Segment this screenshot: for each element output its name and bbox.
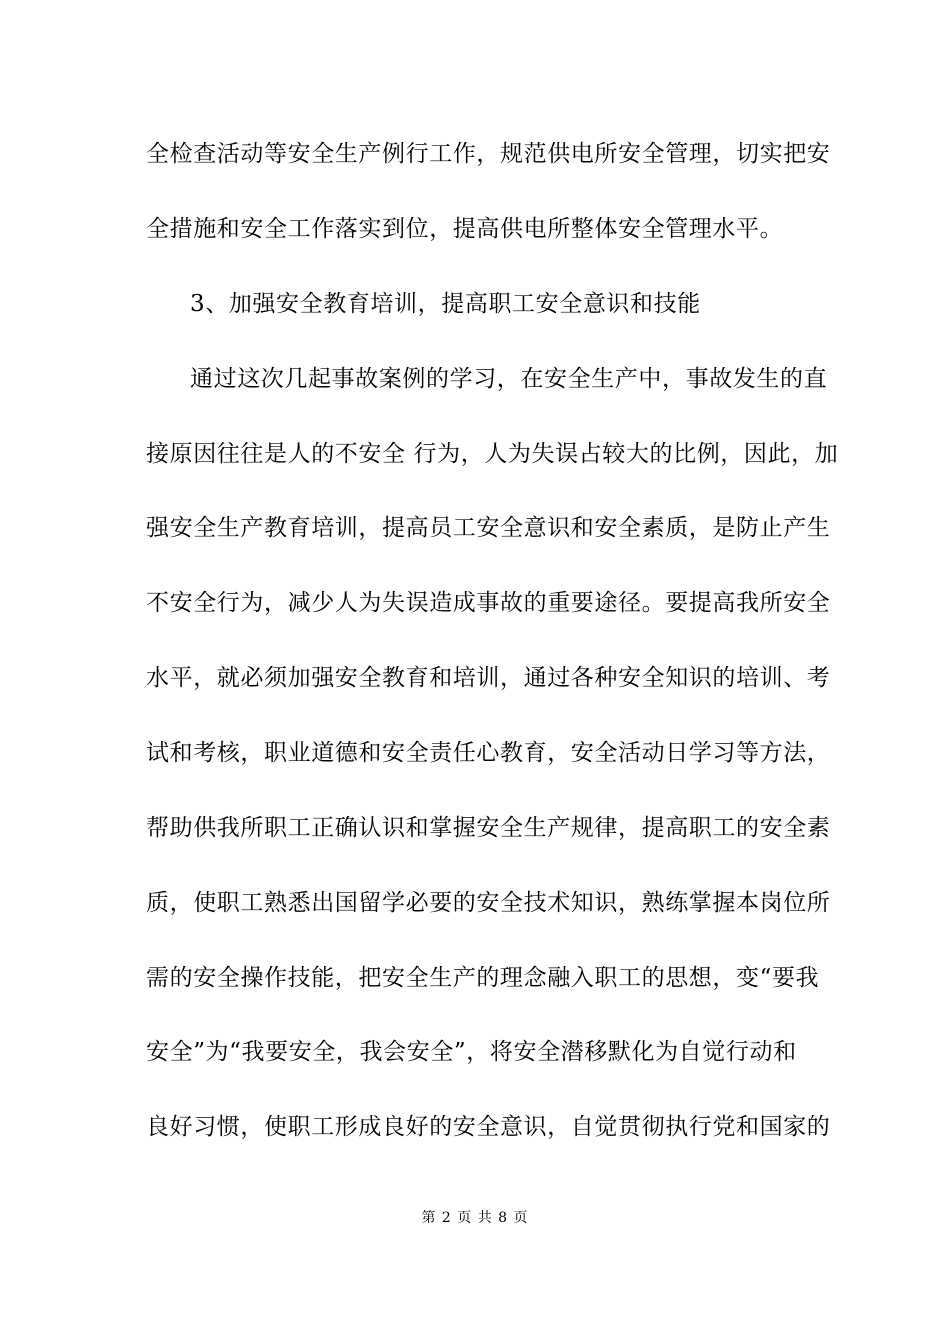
body-text-line: 不安全行为，减少人为失误造成事故的重要途径。要提高我所安全 (146, 590, 831, 616)
body-text-line: 质，使职工熟悉出国留学必要的安全技术知识，熟练掌握本岗位所 (146, 890, 831, 916)
body-text-line: 良好习惯，使职工形成良好的安全意识，自觉贯彻执行党和国家的 (146, 1114, 831, 1140)
body-text-line: 安全”为“我要安全，我会安全”，将安全潜移默化为自觉行动和 (146, 1039, 797, 1065)
body-text-line: 帮助供我所职工正确认识和掌握安全生产规律，提高职工的安全素 (146, 815, 831, 841)
body-text-line: 全措施和安全工作落实到位，提高供电所整体安全管理水平。 (146, 216, 784, 242)
page-number-footer: 第 2 页 共 8 页 (421, 1210, 529, 1226)
body-text-line: 通过这次几起事故案例的学习，在安全生产中，事故发生的直 (190, 366, 828, 392)
body-text-line: 需的安全操作技能，把安全生产的理念融入职工的思想，变“要我 (146, 965, 820, 991)
body-text-line: 试和考核，职业道德和安全责任心教育，安全活动日学习等方法， (146, 740, 831, 766)
body-text-line: 接原因往往是人的不安全 行为，人为失误占较大的比例，因此，加 (146, 441, 839, 467)
body-text-line: 水平，就必须加强安全教育和培训，通过各种安全知识的培训、考 (146, 665, 831, 691)
section-heading: 3、加强安全教育培训，提高职工安全意识和技能 (190, 291, 701, 317)
body-text-line: 强安全生产教育培训，提高员工安全意识和安全素质，是防止产生 (146, 515, 831, 541)
body-text-line: 全检查活动等安全生产例行工作，规范供电所安全管理，切实把安 (146, 141, 831, 167)
